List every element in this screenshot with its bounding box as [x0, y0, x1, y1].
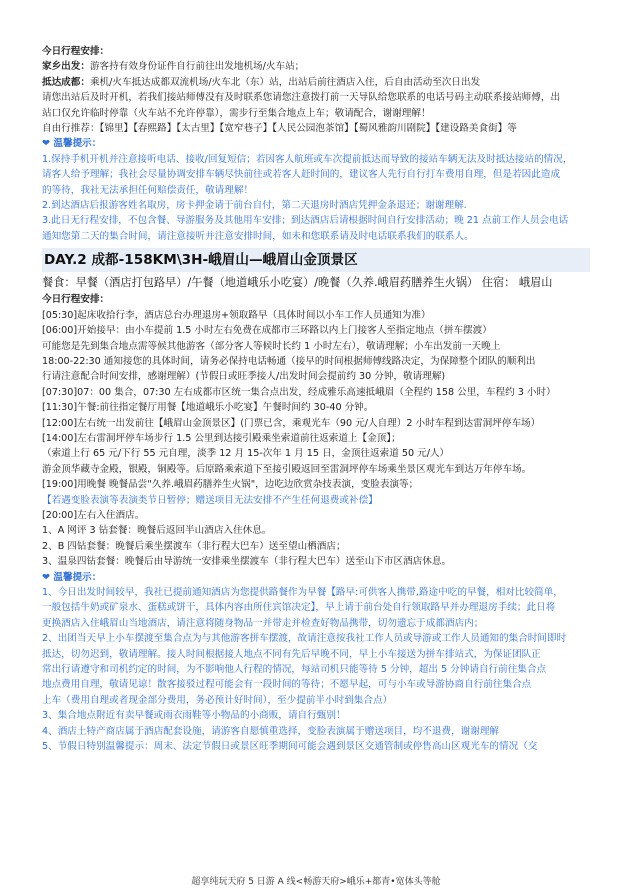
day2-line: [05:30]起床收拾行李，酒店总台办理退房+领取路早（具体时间以小车工作人员通知为准） [42, 309, 431, 321]
day2-line: [06:00]开始接早：由小车提前 1.5 小时左右免费在成都市三环路以内上门接客人至指定地点（拼车摆渡） [42, 325, 492, 337]
day2-meal-line: 餐食：早餐（酒店打包路早）/午餐（地道峨乐小吃宴）/晚餐（久养.峨眉药膳养生火锅） 住宿： 峨眉山 [42, 276, 553, 290]
day1-tip-line: 请客人给予理解；我社会尽量协调安排车辆尽快前往或若客人赶时间的，建议客人先行自行打车费用自理，但是若因此造成 [42, 169, 561, 181]
home-label: 家乡出发： [42, 61, 90, 73]
day2-blue-note: 【若遇变脸表演等表演类节日暂停；赠送项目无法安排不产生任何退费或补偿】 [42, 494, 378, 506]
day2-tip-line: 1、今日出发时间较早，我社已提前通知酒店为您提供路餐作为早餐【路早:可供客人携带,路途中吃的早餐，相对比较简单， [42, 587, 563, 598]
day1-tip-line: 的等待，我社无法承担任何赔偿责任，敬请理解！ [42, 184, 254, 196]
day2-hotel-line: [20:00]左右入住酒店。 [42, 509, 145, 521]
day2-line: [11:30]午餐:前往指定餐厅用餐【地道峨乐小吃宴】午餐时间约 30-40 分钟。 [42, 402, 374, 414]
day1-line: 站口仅允许临时停靠（火车站不允许停靠），需步行至集合地点上车；敬请配合，谢谢理解！ [42, 107, 431, 119]
day2-heading: DAY.2 成都-158KM\3H-峨眉山—峨眉山金顶景区 [42, 248, 590, 272]
day2-tip-line: 2、出团当天早上小车摆渡至集合点为与其他游客拼车摆渡，故请注意按我社工作人员或导游或工作人员通知的集合时间即时 [42, 633, 567, 645]
day2-line: （索道上行 65 元/下行 55 元自理，淡季 12 月 15-次年 1 月 15 日，金顶往返索道 50 元/人） [42, 448, 450, 460]
day1-tip-line: 2.到达酒店后报游客姓名取房，房卡押金请于前台自付，第二天退房时酒店凭押金条退还；谢谢理解. [42, 200, 467, 212]
day1-tip-line: 通知您第二天的集合时间，请注意接听并注意安排时间，如未和您联系请及时电话联系我们的联系人。 [42, 230, 474, 242]
tip-title-text: 温馨提示： [53, 571, 102, 583]
day1-line: 请您出站后及时开机，若我们接站师傅没有及时联系您请您注意拨打前一天导队给您联系的电话号码主动联系接站师傅，出 [42, 92, 561, 104]
day1-schedule-title: 今日行程安排： [42, 46, 110, 57]
page-footer: 超享纯玩天府 5 日游 A 线<畅游天府>峨乐+都青•宽体头等舱 [191, 877, 441, 887]
day2-line: 游金顶华藏寺金殿，银殿，铜殿等。后原路乘索道下至接引殿返回至雷洞坪停车场乘坐景区观光车到达万年停车场。 [42, 463, 532, 475]
day1-arrive-line [42, 75, 590, 90]
day2-tip-line: 4、酒店土特产商店属于酒店配套设施，请游客自愿慎重选择，变脸表演属于赠送项目，均不退费，谢谢理解 [42, 725, 500, 737]
day2-line: [14:00]左右雷洞坪停车场步行 1.5 公里到达接引殿乘坐索道前往返索道上【金顶】； [42, 432, 401, 444]
day2-schedule-title: 今日行程安排： [42, 294, 110, 306]
day2-hotel-line: 3、温泉四钻套餐：晚餐后由导游统一安排乘坐摆渡车（非行程大巴车）送至山下市区酒店休息。 [42, 556, 452, 568]
day2-tip-line: 上车（费用自理或者现金部分费用，务必预计好时间），至少提前半小时到集合点） [42, 694, 393, 706]
day1-tip-title [42, 136, 590, 151]
day2-line: [07:30]07：00 集合，07:30 左右成都市区统一集合点出发，经成雅乐高速抵峨眉（全程约 158 公里，车程约 3 小时） [42, 386, 556, 398]
day1-home-line [42, 59, 590, 74]
day2-hotel-line: 2、B 四钻套餐：晚餐后乘坐摆渡车（非行程大巴车）送至望山栖酒店； [42, 540, 346, 552]
day2-tip-line: 更换酒店入住峨眉山当地酒店，请注意将随身物品一并带走并检查好物品携带，切勿遗忘于成都酒店内； [42, 617, 484, 629]
day2-line: 行请注意配合时间安排，感谢理解）(节假日或旺季接人/出发时间会提前约 30 分钟，敬请理解) [42, 371, 446, 383]
itinerary-page [42, 44, 590, 754]
heart-icon: ❤ [42, 138, 51, 150]
day2-tip-line: 一般包括牛奶或矿泉水、蛋糕或饼干，具体内容由所住宾馆决定】，早上请于前台处自行领取路早并办理退房手续；此日将 [42, 602, 556, 614]
day2-tip-line: 地点费用自理，敬请见谅！散客接驳过程可能会有一段时间的等待；不愿早起，可与小车或导游协商自行前往集合点 [42, 679, 532, 691]
day2-line: 18:00-22:30 通知接您的具体时间，请务必保持电话畅通（接早的时间根据师傅线路决定，为保障整个团队的顺利出 [42, 355, 536, 367]
day2-line: 可能您是先到集合地点需等候其他游客（部分客人等候时长约 1 小时左右），敬请理解；小车出发前一天晚上 [42, 340, 501, 352]
day1-tip-line: 3.此日无行程安排，不包含餐、导游服务及其他用车安排；到达酒店后请根据时间自行安排活动；晚 21 点前工作人员会电话 [42, 215, 569, 227]
day2-line: [12:00]左右统一出发前往【峨眉山金顶景区】(门票已含，乘观光车（90 元/人自理）2 小时车程到达雷洞坪停车场） [42, 417, 541, 429]
day2-tip-line: 常出行请遵守和司机约定的时间，为不影响他人行程的情况，每站司机只能等待 5 分钟，超出 5 分钟请自行前往集合点 [42, 664, 547, 676]
day2-tip-title [42, 570, 590, 585]
arrive-text: 乘机/火车抵达成都双流机场/火车北（东）站，出站后前往酒店入住，后自由活动至次日出发 [89, 76, 481, 88]
tip-title-text: 温馨提示： [53, 138, 102, 150]
arrive-label: 抵达成都： [42, 76, 90, 88]
day2-hotel-line: 1、A 网评 3 钻套餐：晚餐后返回半山酒店入住休息。 [42, 525, 272, 537]
day2-tip-line: 抵达，切勿迟到，敬请理解。接人时间根据接人地点不同有先后早晚不同，早上小车接送为拼车排站式，为保证团队正 [42, 648, 541, 660]
day2-line: [19:00]用晚餐 晚餐品尝"久养.峨眉药膳养生火锅"，边吃边欣赏杂技表演，变脸表演等； [42, 479, 419, 491]
day1-tip-line: 1.保持手机开机并注意接听电话、接收/回复短信；若因客人航班或车次提前抵达而导致的接站车辆无法及时抵达接站的情况， [42, 153, 573, 165]
home-text: 游客持有效身份证件自行前往出发地机场/火车站； [89, 61, 305, 73]
day2-tip-line: 3、集合地点附近有卖早餐或雨衣雨鞋等小物品的小商贩，请自行甄别！ [42, 710, 346, 722]
day2-tip-line: 5、节假日特别温馨提示：周末、法定节假日或景区旺季期间可能会遇到景区交通管制或停售高山区观光车的情况（交 [42, 741, 538, 753]
day1-line: 自由行推荐：【锦里】【春熙路】【太古里】【宽窄巷子】【人民公园泡茶馆】【蜀风雅韵川剧院】【建设路美食街】等 [42, 123, 517, 135]
heart-icon: ❤ [42, 571, 51, 583]
